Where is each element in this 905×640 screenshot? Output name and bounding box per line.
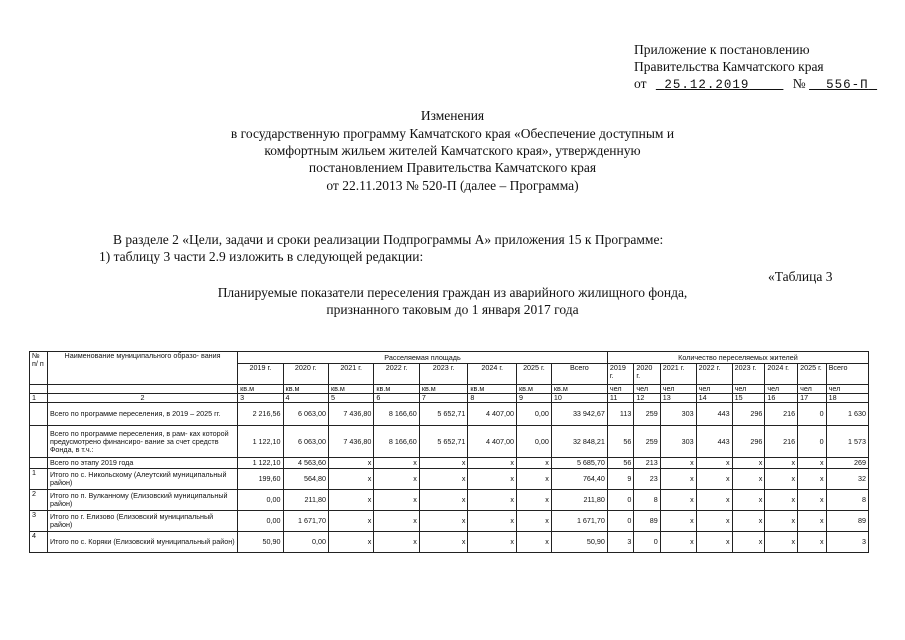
row-value: x bbox=[374, 511, 419, 532]
row-number: 2 bbox=[30, 490, 48, 511]
row-value: 3 bbox=[607, 532, 633, 553]
area-year-header: Всего bbox=[551, 364, 607, 385]
row-value: 5 652,71 bbox=[419, 426, 468, 458]
table-row bbox=[30, 458, 869, 469]
row-municipality-name: Всего по программе переселения, в 2019 – 2025 гг. bbox=[47, 403, 237, 426]
people-unit: чел bbox=[634, 385, 660, 394]
row-number: 1 bbox=[30, 469, 48, 490]
row-value: 5 685,70 bbox=[551, 458, 607, 469]
row-value: x bbox=[374, 458, 419, 469]
appendix-line-2: Правительства Камчатского края bbox=[634, 59, 824, 74]
row-value: 211,80 bbox=[551, 490, 607, 511]
table-row bbox=[30, 403, 869, 426]
column-number: 10 bbox=[551, 394, 607, 403]
row-value: x bbox=[765, 490, 798, 511]
row-value: 32 848,21 bbox=[551, 426, 607, 458]
row-value: 8 bbox=[826, 490, 868, 511]
row-value: x bbox=[468, 511, 517, 532]
row-value: 764,40 bbox=[551, 469, 607, 490]
row-value: x bbox=[660, 511, 696, 532]
row-value: 3 bbox=[826, 532, 868, 553]
row-value: x bbox=[419, 458, 468, 469]
table-row bbox=[30, 490, 869, 511]
row-value: x bbox=[732, 511, 765, 532]
title-line-5: от 22.11.2013 № 520-П (далее – Программа) bbox=[326, 178, 579, 193]
column-number: 18 bbox=[826, 394, 868, 403]
row-municipality-name: Всего по этапу 2019 года bbox=[47, 458, 237, 469]
column-number: 6 bbox=[374, 394, 419, 403]
row-value: 0 bbox=[798, 426, 827, 458]
row-value: x bbox=[798, 532, 827, 553]
row-value: 0,00 bbox=[517, 403, 552, 426]
row-value: 199,60 bbox=[238, 469, 283, 490]
people-unit: чел bbox=[826, 385, 868, 394]
row-value: 1 630 bbox=[826, 403, 868, 426]
people-year-header: 2025 г. bbox=[798, 364, 827, 385]
row-value: x bbox=[732, 490, 765, 511]
row-value: x bbox=[798, 490, 827, 511]
row-value: 216 bbox=[765, 403, 798, 426]
area-year-header: 2024 г. bbox=[468, 364, 517, 385]
row-value: 0 bbox=[634, 532, 660, 553]
row-value: 23 bbox=[634, 469, 660, 490]
title-line-2: в государственную программу Камчатского края «Обеспечение доступным и bbox=[230, 126, 675, 141]
table-row bbox=[30, 511, 869, 532]
column-number: 12 bbox=[634, 394, 660, 403]
header-people: Количество переселяемых жителей bbox=[607, 352, 868, 364]
row-value: 0,00 bbox=[238, 511, 283, 532]
paragraph-line-2: 1) таблицу 3 части 2.9 изложить в следующей редакции: bbox=[99, 249, 424, 264]
row-value: 303 bbox=[660, 426, 696, 458]
row-value: 6 063,00 bbox=[283, 426, 328, 458]
row-number: 3 bbox=[30, 511, 48, 532]
people-year-header: Всего bbox=[826, 364, 868, 385]
row-number bbox=[30, 458, 48, 469]
row-value: 213 bbox=[634, 458, 660, 469]
area-unit: кв.м bbox=[517, 385, 552, 394]
table-row bbox=[30, 532, 869, 553]
row-municipality-name: Итого по г. Елизово (Елизовский муниципальный район) bbox=[47, 511, 237, 532]
row-value: x bbox=[468, 532, 517, 553]
column-number: 11 bbox=[607, 394, 633, 403]
resettlement-table bbox=[29, 351, 869, 553]
row-value: 4 563,60 bbox=[283, 458, 328, 469]
row-value: 56 bbox=[607, 458, 633, 469]
column-number: 7 bbox=[419, 394, 468, 403]
row-value: 8 bbox=[634, 490, 660, 511]
row-value: x bbox=[328, 532, 373, 553]
row-value: 1 122,10 bbox=[238, 458, 283, 469]
row-value: 0 bbox=[798, 403, 827, 426]
row-municipality-name: Итого по п. Вулканному (Елизовский муниципальный район) bbox=[47, 490, 237, 511]
row-value: 32 bbox=[826, 469, 868, 490]
row-value: x bbox=[660, 458, 696, 469]
row-value: 89 bbox=[634, 511, 660, 532]
row-value: x bbox=[517, 469, 552, 490]
column-number: 3 bbox=[238, 394, 283, 403]
row-value: 8 166,60 bbox=[374, 426, 419, 458]
row-value: x bbox=[765, 511, 798, 532]
row-value: x bbox=[328, 490, 373, 511]
column-number: 16 bbox=[765, 394, 798, 403]
area-unit: кв.м bbox=[328, 385, 373, 394]
row-value: 0 bbox=[607, 490, 633, 511]
row-value: 443 bbox=[696, 426, 732, 458]
row-value: x bbox=[374, 469, 419, 490]
column-number: 8 bbox=[468, 394, 517, 403]
column-number: 5 bbox=[328, 394, 373, 403]
row-value: 2 216,56 bbox=[238, 403, 283, 426]
row-value: x bbox=[517, 532, 552, 553]
header-area: Расселяемая площадь bbox=[238, 352, 608, 364]
row-value: 0,00 bbox=[517, 426, 552, 458]
row-value: x bbox=[696, 532, 732, 553]
row-value: 1 573 bbox=[826, 426, 868, 458]
column-number: 9 bbox=[517, 394, 552, 403]
table-title-line-1: Планируемые показатели переселения граждан из аварийного жилищного фонда, bbox=[217, 285, 688, 300]
row-value: 296 bbox=[732, 426, 765, 458]
row-value: x bbox=[517, 511, 552, 532]
people-year-header: 2020 г. bbox=[634, 364, 660, 385]
row-value: x bbox=[732, 458, 765, 469]
people-year-header: 2021 г. bbox=[660, 364, 696, 385]
row-value: 1 671,70 bbox=[551, 511, 607, 532]
column-number: 14 bbox=[696, 394, 732, 403]
title-line-3: комфортным жильем жителей Камчатского края», утвержденную bbox=[264, 143, 641, 158]
column-number: 17 bbox=[798, 394, 827, 403]
table-row bbox=[30, 426, 869, 458]
area-year-header: 2021 г. bbox=[328, 364, 373, 385]
row-municipality-name: Всего по программе переселения, в рам- ках которой предусмотрено финансиро- вание за счет средств Фонда, в т.ч.: bbox=[47, 426, 237, 458]
row-value: 9 bbox=[607, 469, 633, 490]
row-value: x bbox=[696, 490, 732, 511]
row-value: 50,90 bbox=[238, 532, 283, 553]
area-unit: кв.м bbox=[468, 385, 517, 394]
area-year-header: 2022 г. bbox=[374, 364, 419, 385]
row-value: x bbox=[798, 458, 827, 469]
row-value: 216 bbox=[765, 426, 798, 458]
header-number: № п/ п bbox=[30, 352, 48, 385]
document-date: 25.12.2019 bbox=[664, 78, 750, 92]
row-value: x bbox=[328, 458, 373, 469]
row-value: x bbox=[419, 532, 468, 553]
row-value: 50,90 bbox=[551, 532, 607, 553]
appendix-line-1: Приложение к постановлению bbox=[634, 42, 810, 57]
row-value: x bbox=[419, 511, 468, 532]
row-value: x bbox=[765, 532, 798, 553]
row-value: 443 bbox=[696, 403, 732, 426]
row-value: 269 bbox=[826, 458, 868, 469]
title-line-4: постановлением Правительства Камчатского края bbox=[308, 160, 597, 175]
row-value: x bbox=[374, 490, 419, 511]
area-year-header: 2019 г. bbox=[238, 364, 283, 385]
number-label: № bbox=[792, 76, 806, 91]
row-number bbox=[30, 426, 48, 458]
header-municipality: Наименование муниципального образо- вания bbox=[47, 352, 237, 385]
people-year-header: 2024 г. bbox=[765, 364, 798, 385]
people-unit: чел bbox=[798, 385, 827, 394]
document-number: 556-П bbox=[826, 78, 869, 92]
table-label: «Таблица 3 bbox=[768, 269, 833, 284]
table-title-line-2: признанного таковым до 1 января 2017 года bbox=[326, 302, 579, 317]
row-municipality-name: Итого по с. Никольскому (Алеутский муниципальный район) bbox=[47, 469, 237, 490]
area-unit: кв.м bbox=[419, 385, 468, 394]
row-value: 1 671,70 bbox=[283, 511, 328, 532]
appendix-date-line bbox=[634, 76, 877, 93]
row-value: 8 166,60 bbox=[374, 403, 419, 426]
people-year-header: 2022 г. bbox=[696, 364, 732, 385]
from-label: от bbox=[634, 76, 647, 91]
people-year-header: 2019 г. bbox=[607, 364, 633, 385]
area-unit: кв.м bbox=[238, 385, 283, 394]
row-municipality-name: Итого по с. Коряки (Елизовский муниципальный район) bbox=[47, 532, 237, 553]
row-value: x bbox=[328, 469, 373, 490]
row-value: 7 436,80 bbox=[328, 426, 373, 458]
row-value: 303 bbox=[660, 403, 696, 426]
row-value: x bbox=[517, 458, 552, 469]
row-value: x bbox=[468, 469, 517, 490]
row-value: x bbox=[468, 490, 517, 511]
people-unit: чел bbox=[607, 385, 633, 394]
people-unit: чел bbox=[732, 385, 765, 394]
column-number: 4 bbox=[283, 394, 328, 403]
area-year-header: 2025 г. bbox=[517, 364, 552, 385]
row-value: x bbox=[765, 469, 798, 490]
row-number bbox=[30, 403, 48, 426]
people-unit: чел bbox=[765, 385, 798, 394]
row-value: 1 122,10 bbox=[238, 426, 283, 458]
row-value: x bbox=[696, 469, 732, 490]
row-value: x bbox=[328, 511, 373, 532]
row-value: 0,00 bbox=[283, 532, 328, 553]
row-value: x bbox=[660, 532, 696, 553]
row-value: 4 407,00 bbox=[468, 426, 517, 458]
row-value: x bbox=[419, 469, 468, 490]
row-value: 5 652,71 bbox=[419, 403, 468, 426]
row-value: 89 bbox=[826, 511, 868, 532]
column-number: 1 bbox=[30, 394, 48, 403]
row-number: 4 bbox=[30, 532, 48, 553]
area-unit: кв.м bbox=[283, 385, 328, 394]
row-value: x bbox=[798, 469, 827, 490]
area-unit: кв.м bbox=[374, 385, 419, 394]
row-value: x bbox=[374, 532, 419, 553]
row-value: 211,80 bbox=[283, 490, 328, 511]
area-unit: кв.м bbox=[551, 385, 607, 394]
row-value: x bbox=[798, 511, 827, 532]
row-value: x bbox=[696, 458, 732, 469]
row-value: x bbox=[696, 511, 732, 532]
area-year-header: 2020 г. bbox=[283, 364, 328, 385]
row-value: x bbox=[732, 469, 765, 490]
row-value: 564,80 bbox=[283, 469, 328, 490]
row-value: x bbox=[660, 469, 696, 490]
row-value: x bbox=[419, 490, 468, 511]
row-value: x bbox=[660, 490, 696, 511]
column-number: 2 bbox=[47, 394, 237, 403]
row-value: 296 bbox=[732, 403, 765, 426]
row-value: x bbox=[468, 458, 517, 469]
area-year-header: 2023 г. bbox=[419, 364, 468, 385]
people-unit: чел bbox=[660, 385, 696, 394]
people-year-header: 2023 г. bbox=[732, 364, 765, 385]
row-value: 4 407,00 bbox=[468, 403, 517, 426]
row-value: x bbox=[732, 532, 765, 553]
column-number: 15 bbox=[732, 394, 765, 403]
column-number: 13 bbox=[660, 394, 696, 403]
people-unit: чел bbox=[696, 385, 732, 394]
title-line-1: Изменения bbox=[420, 108, 485, 123]
row-value: 33 942,67 bbox=[551, 403, 607, 426]
row-value: 0 bbox=[607, 511, 633, 532]
row-value: 56 bbox=[607, 426, 633, 458]
row-value: 259 bbox=[634, 426, 660, 458]
table-row bbox=[30, 469, 869, 490]
row-value: x bbox=[517, 490, 552, 511]
row-value: 0,00 bbox=[238, 490, 283, 511]
row-value: 6 063,00 bbox=[283, 403, 328, 426]
row-value: 7 436,80 bbox=[328, 403, 373, 426]
row-value: 113 bbox=[607, 403, 633, 426]
row-value: x bbox=[765, 458, 798, 469]
row-value: 259 bbox=[634, 403, 660, 426]
paragraph-line-1: В разделе 2 «Цели, задачи и сроки реализации Подпрограммы А» приложения 15 к Программе: bbox=[113, 232, 664, 247]
